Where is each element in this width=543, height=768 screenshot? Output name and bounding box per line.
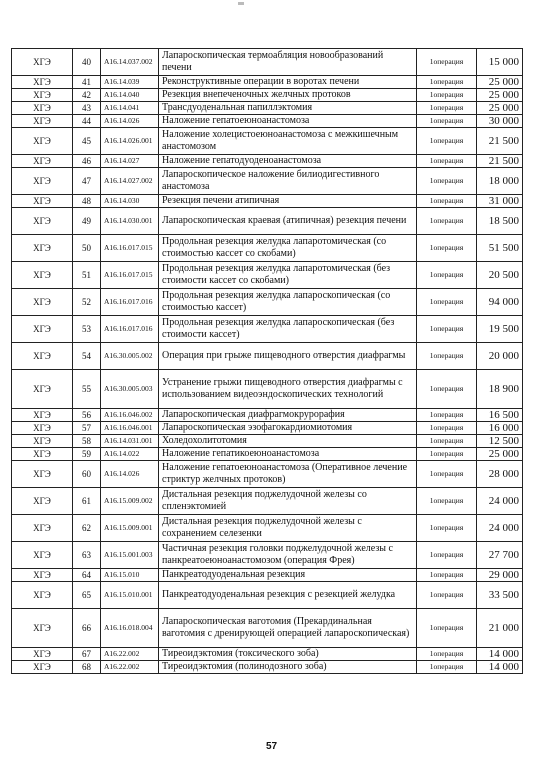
table-row — [12, 488, 523, 515]
table-row — [12, 49, 523, 76]
row-number-cell: 67 — [73, 648, 101, 661]
table-row — [12, 648, 523, 661]
table-row — [12, 542, 523, 569]
service-code-cell: A16.16.017.016 — [101, 316, 159, 343]
table-row — [12, 448, 523, 461]
table-row — [12, 76, 523, 89]
service-code-cell: A16.16.017.016 — [101, 289, 159, 316]
unit-cell: 1операция — [417, 515, 477, 542]
unit-cell: 1операция — [417, 488, 477, 515]
price-cell: 21 000 — [477, 609, 523, 648]
service-code-cell: A16.30.005.002 — [101, 343, 159, 370]
unit-cell: 1операция — [417, 422, 477, 435]
service-code-cell: A16.16.046.001 — [101, 422, 159, 435]
table-row — [12, 316, 523, 343]
service-code-cell: A16.16.017.015 — [101, 262, 159, 289]
price-cell: 12 500 — [477, 435, 523, 448]
service-code-cell: A16.30.005.003 — [101, 370, 159, 409]
row-number-cell: 50 — [73, 235, 101, 262]
price-cell: 33 500 — [477, 582, 523, 609]
department-cell: ХГЭ — [12, 195, 73, 208]
department-cell: ХГЭ — [12, 316, 73, 343]
row-number-cell: 40 — [73, 49, 101, 76]
department-cell: ХГЭ — [12, 609, 73, 648]
unit-cell: 1операция — [417, 435, 477, 448]
row-number-cell: 48 — [73, 195, 101, 208]
unit-cell: 1операция — [417, 661, 477, 674]
row-number-cell: 53 — [73, 316, 101, 343]
table-row — [12, 235, 523, 262]
department-cell: ХГЭ — [12, 448, 73, 461]
table-row — [12, 582, 523, 609]
unit-cell: 1операция — [417, 115, 477, 128]
unit-cell: 1операция — [417, 582, 477, 609]
row-number-cell: 57 — [73, 422, 101, 435]
service-name-cell: Холедохолитотомия — [159, 435, 417, 448]
table-row — [12, 461, 523, 488]
department-cell: ХГЭ — [12, 262, 73, 289]
unit-cell: 1операция — [417, 155, 477, 168]
table-row — [12, 409, 523, 422]
row-number-cell: 51 — [73, 262, 101, 289]
table-row — [12, 262, 523, 289]
service-name-cell: Лапароскопическое наложение билиодигестивного анастомоза — [159, 168, 417, 195]
department-cell: ХГЭ — [12, 235, 73, 262]
price-cell: 21 500 — [477, 155, 523, 168]
service-code-cell: A16.14.040 — [101, 89, 159, 102]
unit-cell: 1операция — [417, 235, 477, 262]
price-cell: 15 000 — [477, 49, 523, 76]
row-number-cell: 61 — [73, 488, 101, 515]
row-number-cell: 56 — [73, 409, 101, 422]
unit-cell: 1операция — [417, 648, 477, 661]
row-number-cell: 54 — [73, 343, 101, 370]
price-cell: 16 500 — [477, 409, 523, 422]
price-cell: 18 900 — [477, 370, 523, 409]
service-name-cell: Тиреоидэктомия (токсического зоба) — [159, 648, 417, 661]
price-cell: 27 700 — [477, 542, 523, 569]
row-number-cell: 49 — [73, 208, 101, 235]
unit-cell: 1операция — [417, 316, 477, 343]
department-cell: ХГЭ — [12, 128, 73, 155]
unit-cell: 1операция — [417, 262, 477, 289]
department-cell: ХГЭ — [12, 370, 73, 409]
department-cell: ХГЭ — [12, 49, 73, 76]
service-name-cell: Лапароскопическая краевая (атипичная) резекция печени — [159, 208, 417, 235]
service-code-cell: A16.14.026.001 — [101, 128, 159, 155]
service-name-cell: Тиреоидэктомия (полинодозного зоба) — [159, 661, 417, 674]
service-code-cell: A16.14.030 — [101, 195, 159, 208]
price-cell: 25 000 — [477, 102, 523, 115]
table-row — [12, 661, 523, 674]
department-cell: ХГЭ — [12, 76, 73, 89]
service-code-cell: A16.14.022 — [101, 448, 159, 461]
service-code-cell: A16.16.046.002 — [101, 409, 159, 422]
row-number-cell: 58 — [73, 435, 101, 448]
department-cell: ХГЭ — [12, 168, 73, 195]
department-cell: ХГЭ — [12, 208, 73, 235]
service-code-cell: A16.14.026 — [101, 461, 159, 488]
price-table — [11, 48, 523, 674]
service-code-cell: A16.15.010.001 — [101, 582, 159, 609]
service-name-cell: Наложение холецистоеюноанастомоза с межкишечным анастомозом — [159, 128, 417, 155]
department-cell: ХГЭ — [12, 422, 73, 435]
table-row — [12, 89, 523, 102]
unit-cell: 1операция — [417, 370, 477, 409]
row-number-cell: 65 — [73, 582, 101, 609]
table-row — [12, 115, 523, 128]
service-name-cell: Продольная резекция желудка лапаротомическая (без стоимости кассет со скобами) — [159, 262, 417, 289]
price-cell: 18 000 — [477, 168, 523, 195]
table-row — [12, 155, 523, 168]
price-cell: 20 500 — [477, 262, 523, 289]
price-cell: 18 500 — [477, 208, 523, 235]
table-row — [12, 515, 523, 542]
unit-cell: 1операция — [417, 609, 477, 648]
service-name-cell: Панкреатодуоденальная резекция — [159, 569, 417, 582]
price-cell: 19 500 — [477, 316, 523, 343]
department-cell: ХГЭ — [12, 102, 73, 115]
row-number-cell: 55 — [73, 370, 101, 409]
table-row — [12, 609, 523, 648]
row-number-cell: 42 — [73, 89, 101, 102]
table-row — [12, 102, 523, 115]
service-code-cell: A16.15.010 — [101, 569, 159, 582]
department-cell: ХГЭ — [12, 343, 73, 370]
unit-cell: 1операция — [417, 128, 477, 155]
service-name-cell: Дистальная резекция поджелудочной железы со спленэктомией — [159, 488, 417, 515]
service-code-cell: A16.22.002 — [101, 648, 159, 661]
unit-cell: 1операция — [417, 168, 477, 195]
unit-cell: 1операция — [417, 76, 477, 89]
unit-cell: 1операция — [417, 195, 477, 208]
price-cell: 28 000 — [477, 461, 523, 488]
price-cell: 20 000 — [477, 343, 523, 370]
service-code-cell: A16.14.037.002 — [101, 49, 159, 76]
service-name-cell: Трансдуоденальная папиллэктомия — [159, 102, 417, 115]
service-name-cell: Наложение гепатоеюноанастомоза — [159, 115, 417, 128]
department-cell: ХГЭ — [12, 435, 73, 448]
service-name-cell: Панкреатодуоденальная резекция с резекцией желудка — [159, 582, 417, 609]
row-number-cell: 59 — [73, 448, 101, 461]
service-code-cell: A16.16.018.004 — [101, 609, 159, 648]
price-cell: 51 500 — [477, 235, 523, 262]
department-cell: ХГЭ — [12, 542, 73, 569]
service-name-cell: Наложение гепатоеюноанастомоза (Оперативное лечение стриктур желчных протоков) — [159, 461, 417, 488]
service-code-cell: A16.14.039 — [101, 76, 159, 89]
service-code-cell: A16.15.001.003 — [101, 542, 159, 569]
service-name-cell: Резекция внепеченочных желчных протоков — [159, 89, 417, 102]
table-row — [12, 168, 523, 195]
table-row — [12, 370, 523, 409]
table-row — [12, 208, 523, 235]
price-cell: 24 000 — [477, 515, 523, 542]
service-code-cell: A16.15.009.001 — [101, 515, 159, 542]
service-name-cell: Продольная резекция желудка лапароскопическая (со стоимостью кассет) — [159, 289, 417, 316]
unit-cell: 1операция — [417, 49, 477, 76]
table-row — [12, 195, 523, 208]
department-cell: ХГЭ — [12, 409, 73, 422]
price-cell: 24 000 — [477, 488, 523, 515]
row-number-cell: 52 — [73, 289, 101, 316]
price-cell: 14 000 — [477, 661, 523, 674]
price-cell: 16 000 — [477, 422, 523, 435]
table-row — [12, 569, 523, 582]
service-name-cell: Лапароскопическая термоабляция новообразований печени — [159, 49, 417, 76]
department-cell: ХГЭ — [12, 569, 73, 582]
service-code-cell: A16.14.027 — [101, 155, 159, 168]
unit-cell: 1операция — [417, 409, 477, 422]
unit-cell: 1операция — [417, 448, 477, 461]
service-code-cell: A16.22.002 — [101, 661, 159, 674]
price-cell: 31 000 — [477, 195, 523, 208]
price-cell: 94 000 — [477, 289, 523, 316]
page-number: 57 — [265, 741, 278, 752]
row-number-cell: 41 — [73, 76, 101, 89]
unit-cell: 1операция — [417, 343, 477, 370]
table-row — [12, 289, 523, 316]
row-number-cell: 44 — [73, 115, 101, 128]
service-code-cell: A16.15.009.002 — [101, 488, 159, 515]
unit-cell: 1операция — [417, 89, 477, 102]
price-cell: 25 000 — [477, 448, 523, 461]
service-code-cell: A16.14.030.001 — [101, 208, 159, 235]
table-row — [12, 422, 523, 435]
row-number-cell: 68 — [73, 661, 101, 674]
row-number-cell: 47 — [73, 168, 101, 195]
price-table-body — [12, 49, 523, 674]
service-name-cell: Лапароскопическая ваготомия (Прекардинальная ваготомия с дренирующей операцией лапароскопическая) — [159, 609, 417, 648]
unit-cell: 1операция — [417, 208, 477, 235]
service-code-cell: A16.16.017.015 — [101, 235, 159, 262]
department-cell: ХГЭ — [12, 115, 73, 128]
price-cell: 25 000 — [477, 76, 523, 89]
row-number-cell: 45 — [73, 128, 101, 155]
row-number-cell: 60 — [73, 461, 101, 488]
service-code-cell: A16.14.027.002 — [101, 168, 159, 195]
row-number-cell: 63 — [73, 542, 101, 569]
unit-cell: 1операция — [417, 461, 477, 488]
department-cell: ХГЭ — [12, 488, 73, 515]
department-cell: ХГЭ — [12, 515, 73, 542]
service-name-cell: Дистальная резекция поджелудочной железы с сохранением селезенки — [159, 515, 417, 542]
service-code-cell: A16.14.041 — [101, 102, 159, 115]
service-name-cell: Лапароскопическая эзофагокардиомиотомия — [159, 422, 417, 435]
row-number-cell: 43 — [73, 102, 101, 115]
department-cell: ХГЭ — [12, 89, 73, 102]
service-code-cell: A16.14.031.001 — [101, 435, 159, 448]
row-number-cell: 64 — [73, 569, 101, 582]
table-row — [12, 343, 523, 370]
price-cell: 14 000 — [477, 648, 523, 661]
table-row — [12, 128, 523, 155]
service-name-cell: Лапароскопическая диафрагмокрурорафия — [159, 409, 417, 422]
service-name-cell: Наложение гепатодуоденоанастомоза — [159, 155, 417, 168]
price-cell: 30 000 — [477, 115, 523, 128]
table-row — [12, 435, 523, 448]
service-name-cell: Продольная резекция желудка лапаротомическая (со стоимостью кассет со скобами) — [159, 235, 417, 262]
unit-cell: 1операция — [417, 542, 477, 569]
unit-cell: 1операция — [417, 102, 477, 115]
service-name-cell: Частичная резекция головки поджелудочной железы с панкреатоеюноанастомозом (операция Фрея) — [159, 542, 417, 569]
price-cell: 29 000 — [477, 569, 523, 582]
service-name-cell: Операция при грыже пищеводного отверстия диафрагмы — [159, 343, 417, 370]
service-name-cell: Продольная резекция желудка лапароскопическая (без стоимости кассет) — [159, 316, 417, 343]
price-cell: 25 000 — [477, 89, 523, 102]
unit-cell: 1операция — [417, 569, 477, 582]
row-number-cell: 46 — [73, 155, 101, 168]
department-cell: ХГЭ — [12, 648, 73, 661]
service-name-cell: Резекция печени атипичная — [159, 195, 417, 208]
row-number-cell: 62 — [73, 515, 101, 542]
service-name-cell: Реконструктивные операции в воротах печени — [159, 76, 417, 89]
service-name-cell: Наложение гепатикоеюноанастомоза — [159, 448, 417, 461]
scan-artifact — [238, 2, 244, 5]
department-cell: ХГЭ — [12, 582, 73, 609]
row-number-cell: 66 — [73, 609, 101, 648]
department-cell: ХГЭ — [12, 661, 73, 674]
unit-cell: 1операция — [417, 289, 477, 316]
department-cell: ХГЭ — [12, 155, 73, 168]
service-code-cell: A16.14.026 — [101, 115, 159, 128]
price-cell: 21 500 — [477, 128, 523, 155]
department-cell: ХГЭ — [12, 461, 73, 488]
service-name-cell: Устранение грыжи пищеводного отверстия диафрагмы с использованием видеоэндоскопических технологий — [159, 370, 417, 409]
department-cell: ХГЭ — [12, 289, 73, 316]
